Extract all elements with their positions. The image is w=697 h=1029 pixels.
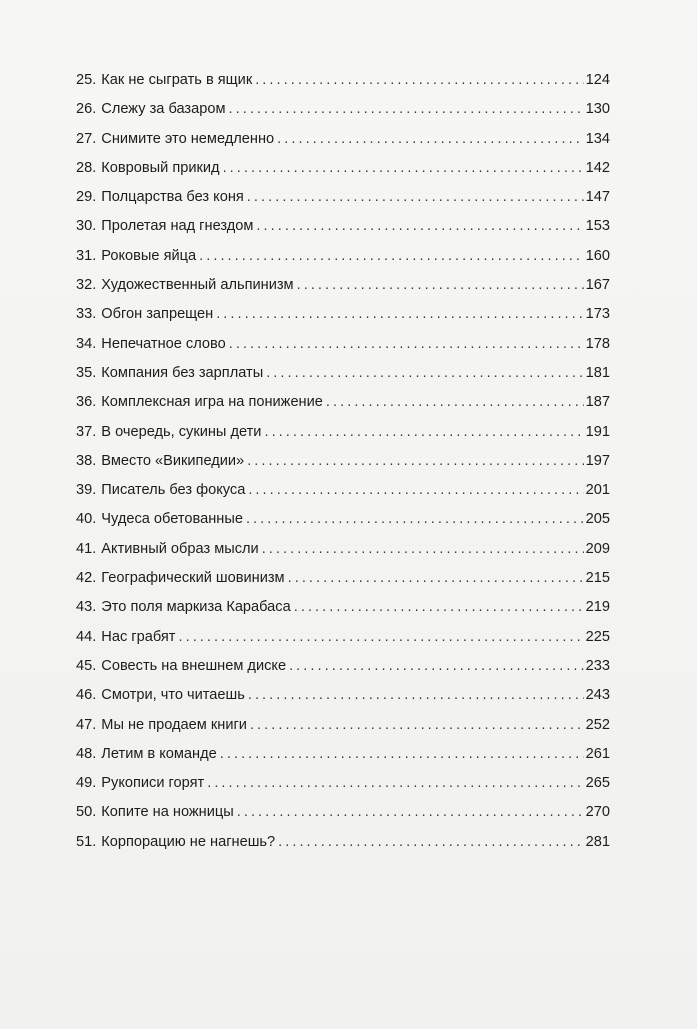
chapter-number: 44. bbox=[76, 628, 97, 645]
page-number: 142 bbox=[585, 159, 610, 176]
chapter-number: 31. bbox=[76, 247, 97, 264]
chapter-title: Ковровый прикид bbox=[101, 159, 220, 176]
chapter-title: Летим в команде bbox=[101, 745, 217, 762]
chapter-title: Вместо «Википедии» bbox=[101, 452, 245, 469]
chapter-title: Активный образ мысли bbox=[101, 540, 259, 557]
dot-leader bbox=[237, 798, 584, 827]
toc-entry bbox=[76, 418, 610, 447]
dot-leader bbox=[199, 242, 584, 271]
chapter-title: Пролетая над гнездом bbox=[101, 218, 254, 235]
chapter-number: 36. bbox=[76, 394, 97, 411]
chapter-title: Совесть на внешнем диске bbox=[101, 657, 287, 674]
chapter-number: 46. bbox=[76, 687, 97, 704]
chapter-title: Это поля маркиза Карабаса bbox=[101, 599, 291, 616]
toc-entry bbox=[76, 154, 610, 183]
dot-leader bbox=[250, 711, 584, 740]
page-number: 225 bbox=[585, 628, 610, 645]
dot-leader bbox=[216, 300, 583, 329]
page-number: 243 bbox=[585, 687, 610, 704]
toc-entry bbox=[76, 681, 610, 710]
chapter-number: 30. bbox=[76, 218, 97, 235]
dot-leader bbox=[229, 330, 584, 359]
dot-leader bbox=[326, 388, 584, 417]
dot-leader bbox=[229, 95, 584, 124]
chapter-number: 42. bbox=[76, 570, 97, 587]
page-number: 173 bbox=[585, 306, 610, 323]
page-number: 160 bbox=[585, 247, 610, 264]
dot-leader bbox=[248, 681, 584, 710]
toc-entry bbox=[76, 623, 610, 652]
chapter-title: Комплексная игра на понижение bbox=[101, 394, 323, 411]
chapter-title: Художественный альпинизм bbox=[101, 277, 294, 294]
page-number: 178 bbox=[585, 335, 610, 352]
toc-entry bbox=[76, 711, 610, 740]
chapter-number: 37. bbox=[76, 423, 97, 440]
toc-entry bbox=[76, 271, 610, 300]
page-number: 261 bbox=[585, 745, 610, 762]
chapter-number: 48. bbox=[76, 745, 97, 762]
table-of-contents bbox=[76, 66, 610, 857]
toc-entry bbox=[76, 447, 610, 476]
dot-leader bbox=[220, 740, 584, 769]
page-number: 124 bbox=[585, 72, 610, 88]
chapter-number: 34. bbox=[76, 335, 97, 352]
chapter-number: 43. bbox=[76, 599, 97, 616]
page-number: 205 bbox=[585, 511, 610, 528]
page-number: 265 bbox=[585, 775, 610, 792]
chapter-number: 50. bbox=[76, 804, 97, 821]
chapter-title: Роковые яйца bbox=[101, 247, 197, 264]
chapter-number: 29. bbox=[76, 189, 97, 206]
chapter-title: Компания без зарплаты bbox=[101, 364, 264, 381]
page-number: 252 bbox=[585, 716, 610, 733]
toc-entry bbox=[76, 359, 610, 388]
dot-leader bbox=[277, 125, 584, 154]
chapter-title: Писатель без фокуса bbox=[101, 482, 246, 499]
dot-leader bbox=[256, 212, 583, 241]
page-number: 153 bbox=[585, 218, 610, 235]
toc-entry bbox=[76, 769, 610, 798]
chapter-number: 45. bbox=[76, 657, 97, 674]
dot-leader bbox=[247, 183, 584, 212]
chapter-number: 33. bbox=[76, 306, 97, 323]
dot-leader bbox=[297, 271, 584, 300]
chapter-title: В очередь, сукины дети bbox=[101, 423, 262, 440]
chapter-title: Непечатное слово bbox=[101, 335, 226, 352]
dot-leader bbox=[289, 652, 584, 681]
chapter-title: Полцарства без коня bbox=[101, 189, 244, 206]
page-number: 270 bbox=[585, 804, 610, 821]
page-number: 167 bbox=[585, 277, 610, 294]
chapter-number: 26. bbox=[76, 101, 97, 118]
page-number: 181 bbox=[585, 364, 610, 381]
dot-leader bbox=[207, 769, 583, 798]
dot-leader bbox=[223, 154, 584, 183]
chapter-title: Географический шовинизм bbox=[101, 570, 285, 587]
chapter-title: Смотри, что читаешь bbox=[101, 687, 245, 704]
page-number: 187 bbox=[585, 394, 610, 411]
page-number: 147 bbox=[585, 189, 610, 206]
toc-entry bbox=[76, 828, 610, 857]
dot-leader bbox=[278, 828, 584, 857]
toc-entry bbox=[76, 300, 610, 329]
chapter-number: 25. bbox=[76, 72, 97, 88]
toc-entry bbox=[76, 388, 610, 417]
chapter-number: 38. bbox=[76, 452, 97, 469]
page-number: 209 bbox=[585, 540, 610, 557]
toc-entry bbox=[76, 242, 610, 271]
toc-entry bbox=[76, 740, 610, 769]
toc-entry bbox=[76, 535, 610, 564]
page-number: 191 bbox=[585, 423, 610, 440]
toc-entry bbox=[76, 66, 610, 95]
chapter-title: Снимите это немедленно bbox=[101, 130, 275, 147]
chapter-title: Обгон запрещен bbox=[101, 306, 214, 323]
chapter-title: Рукописи горят bbox=[101, 775, 205, 792]
chapter-title: Корпорацию не нагнешь? bbox=[101, 833, 276, 850]
page-number: 219 bbox=[585, 599, 610, 616]
chapter-number: 28. bbox=[76, 159, 97, 176]
chapter-number: 47. bbox=[76, 716, 97, 733]
chapter-number: 49. bbox=[76, 775, 97, 792]
dot-leader bbox=[288, 564, 584, 593]
toc-entry bbox=[76, 95, 610, 124]
chapter-number: 32. bbox=[76, 277, 97, 294]
toc-entry bbox=[76, 593, 610, 622]
dot-leader bbox=[247, 447, 583, 476]
chapter-title: Копите на ножницы bbox=[101, 804, 234, 821]
chapter-number: 40. bbox=[76, 511, 97, 528]
page-number: 233 bbox=[585, 657, 610, 674]
page-number: 134 bbox=[585, 130, 610, 147]
chapter-number: 41. bbox=[76, 540, 97, 557]
dot-leader bbox=[178, 623, 583, 652]
chapter-title: Слежу за базаром bbox=[101, 101, 226, 118]
toc-entry bbox=[76, 183, 610, 212]
chapter-number: 51. bbox=[76, 833, 97, 850]
chapter-number: 39. bbox=[76, 482, 97, 499]
toc-entry bbox=[76, 505, 610, 534]
chapter-title: Мы не продаем книги bbox=[101, 716, 247, 733]
dot-leader bbox=[246, 505, 584, 534]
page-number: 215 bbox=[585, 570, 610, 587]
toc-entry bbox=[76, 125, 610, 154]
toc-entry bbox=[76, 476, 610, 505]
toc-entry bbox=[76, 798, 610, 827]
dot-leader bbox=[294, 593, 584, 622]
page-number: 201 bbox=[585, 482, 610, 499]
chapter-title: Чудеса обетованные bbox=[101, 511, 243, 528]
toc-entry bbox=[76, 564, 610, 593]
dot-leader bbox=[255, 66, 583, 95]
toc-entry bbox=[76, 212, 610, 241]
chapter-title: Как не сыграть в ящик bbox=[101, 72, 253, 88]
dot-leader bbox=[262, 535, 584, 564]
dot-leader bbox=[264, 418, 583, 447]
page-number: 197 bbox=[585, 452, 610, 469]
toc-entry bbox=[76, 652, 610, 681]
chapter-number: 27. bbox=[76, 130, 97, 147]
page-number: 281 bbox=[585, 833, 610, 850]
dot-leader bbox=[248, 476, 583, 505]
dot-leader bbox=[266, 359, 583, 388]
chapter-title: Нас грабят bbox=[101, 628, 176, 645]
chapter-number: 35. bbox=[76, 364, 97, 381]
toc-entry bbox=[76, 330, 610, 359]
page-number: 130 bbox=[585, 101, 610, 118]
